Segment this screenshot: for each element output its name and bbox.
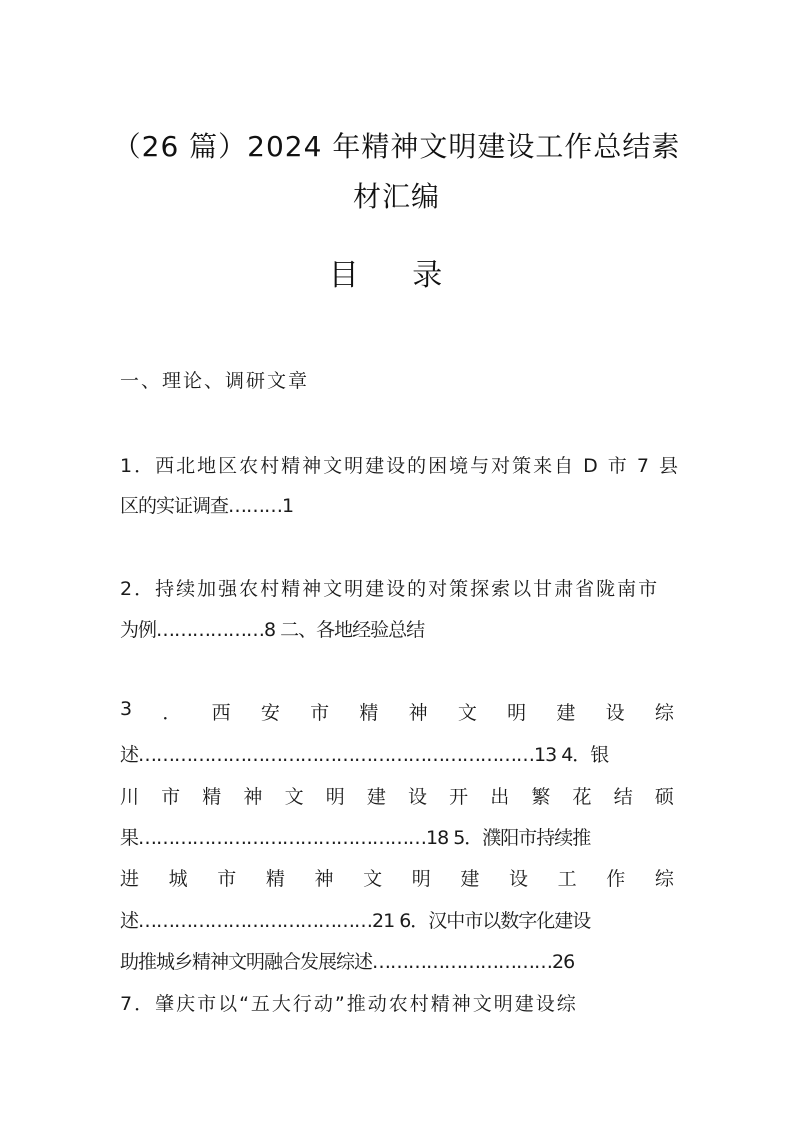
toc-entry-3-line-1 bbox=[120, 698, 674, 725]
toc-text-segment: 神 bbox=[243, 786, 263, 808]
document-title-line-2: 材汇编 bbox=[352, 180, 440, 213]
toc-text-segment: 综 bbox=[654, 868, 674, 890]
toc-text-segment: 设 bbox=[605, 702, 625, 724]
toc-text-segment: 建 bbox=[556, 702, 576, 724]
toc-text-segment: 神 bbox=[314, 868, 334, 890]
toc-entry-4-line-3: 果…………………………………………18 5．濮阳市持续推 bbox=[120, 827, 591, 849]
toc-text-segment: 精 bbox=[202, 786, 222, 808]
toc-text-segment: 设 bbox=[509, 868, 529, 890]
toc-entry-3-line-2: 述…………………………………………………………13 4．银 bbox=[120, 744, 609, 766]
toc-text-segment: 文 bbox=[457, 702, 477, 724]
toc-text-segment: 建 bbox=[460, 868, 480, 890]
toc-entry-1-line-1: 1．西北地区农村精神文明建设的困境与对策来自 D 市 7 县 bbox=[120, 455, 680, 477]
toc-text-segment: 安 bbox=[260, 702, 280, 724]
toc-entry-5-line-3: 述…………………………………21 6．汉中市以数字化建设 bbox=[120, 910, 591, 932]
toc-text-segment: 开 bbox=[449, 786, 469, 808]
toc-text-segment: 精 bbox=[265, 868, 285, 890]
toc-section-1: 一、理论、调研文章 bbox=[120, 370, 310, 392]
toc-entry-2-line-1: 2．持续加强农村精神文明建设的对策探索以甘肃省陇南市 bbox=[120, 578, 660, 600]
toc-text-segment: 建 bbox=[366, 786, 386, 808]
toc-text-segment: 结 bbox=[613, 786, 633, 808]
toc-text-segment: 3 bbox=[120, 698, 133, 720]
toc-text-segment: 明 bbox=[325, 786, 345, 808]
toc-text-segment: 川 bbox=[120, 786, 140, 808]
toc-entry-6-line-2: 助推城乡精神文明融合发展综述…………………………26 bbox=[120, 951, 575, 973]
toc-text-segment: 综 bbox=[654, 702, 674, 724]
toc-text-segment: 硕 bbox=[654, 786, 674, 808]
toc-text-segment: 文 bbox=[284, 786, 304, 808]
toc-text-segment: 城 bbox=[168, 868, 188, 890]
toc-text-segment: 神 bbox=[408, 702, 428, 724]
toc-entry-5-line-2 bbox=[120, 864, 674, 891]
toc-text-segment: 明 bbox=[411, 868, 431, 890]
toc-text-segment: 进 bbox=[120, 868, 140, 890]
toc-text-segment: 花 bbox=[572, 786, 592, 808]
toc-text-segment: 文 bbox=[363, 868, 383, 890]
toc-text-segment: 工 bbox=[557, 868, 577, 890]
toc-entry-2-line-2: 为例………………8 二、各地经验总结 bbox=[120, 619, 425, 641]
toc-text-segment: 出 bbox=[490, 786, 510, 808]
toc-text-segment: ． bbox=[162, 702, 182, 724]
toc-text-segment: 市 bbox=[217, 868, 237, 890]
toc-text-segment: 设 bbox=[407, 786, 427, 808]
toc-text-segment: 西 bbox=[211, 702, 231, 724]
document-title-line-1: （26 篇）2024 年精神文明建设工作总结素 bbox=[112, 130, 681, 163]
toc-entry-7-line-1: 7．肇庆市以“五大行动”推动农村精神文明建设综 bbox=[120, 993, 578, 1015]
toc-text-segment: 繁 bbox=[531, 786, 551, 808]
toc-text-segment: 精 bbox=[359, 702, 379, 724]
toc-entry-1-line-2: 区的实证调查………1 bbox=[120, 495, 294, 517]
toc-text-segment: 明 bbox=[507, 702, 527, 724]
toc-heading: 目 录 bbox=[328, 258, 465, 293]
toc-text-segment: 市 bbox=[161, 786, 181, 808]
toc-text-segment: 市 bbox=[310, 702, 330, 724]
toc-text-segment: 作 bbox=[606, 868, 626, 890]
toc-entry-4-line-2 bbox=[120, 782, 674, 809]
